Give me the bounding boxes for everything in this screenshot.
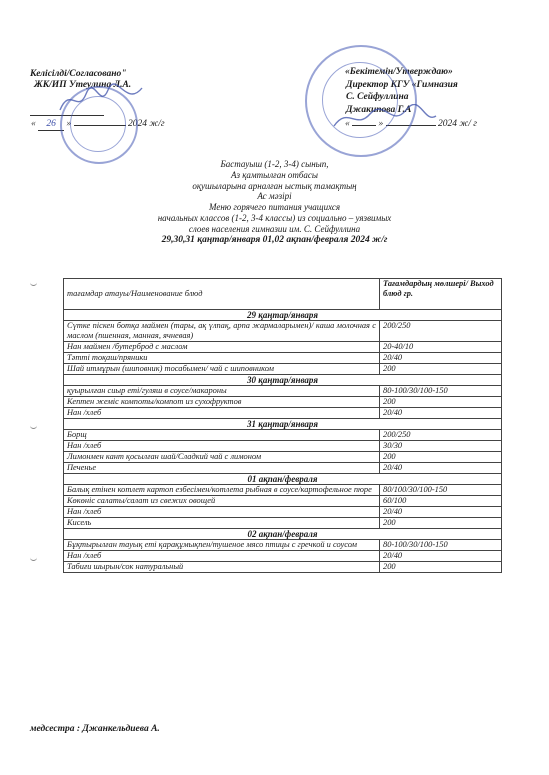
dish-output: 200/250 bbox=[380, 321, 502, 342]
title-line: начальных классов (1-2, 3-4 классы) из социально – уязвимых bbox=[157, 212, 392, 223]
dish-name: Лимонмен кант қосылған шай/Сладкий чай с лимоном bbox=[64, 452, 380, 463]
approval-right-line4: Джакипова Г.А bbox=[346, 105, 412, 115]
dish-name: Печенье bbox=[64, 463, 380, 474]
dish-output: 20-40/10 bbox=[380, 342, 502, 353]
dish-name: Нан маймен /бутерброд с маслом bbox=[64, 342, 380, 353]
dish-output: 80-100/30/100-150 bbox=[380, 540, 502, 551]
day-label: 31 қаңтар/января bbox=[64, 419, 502, 430]
dish-name: Көкөніс салаты/салат из свежих овощей bbox=[64, 496, 380, 507]
table-row bbox=[64, 342, 502, 353]
approval-left-line1: Келісілді/Согласовано" bbox=[30, 69, 127, 79]
edge-mark bbox=[30, 424, 37, 429]
title-line: оқушыларына арналған ыстық тамақтың bbox=[192, 180, 357, 191]
day-label: 29 қаңтар/января bbox=[64, 310, 502, 321]
header-output: Тағамдардың мөлшері/ Выход блюд гр. bbox=[380, 279, 502, 310]
header-dish-name: тағамдар атауы/Наименование блюд bbox=[64, 279, 380, 310]
dish-output: 200 bbox=[380, 562, 502, 573]
day-section-row bbox=[64, 375, 502, 386]
dish-output: 80/100/30/100-150 bbox=[380, 485, 502, 496]
dish-output: 200 bbox=[380, 397, 502, 408]
signature-right bbox=[330, 104, 440, 134]
signature-left bbox=[56, 80, 146, 120]
dish-output: 200 bbox=[380, 452, 502, 463]
title-dates: 29,30,31 қаңтар/января 01,02 ақпан/февраля 2024 ж/г bbox=[161, 234, 388, 245]
table-row bbox=[64, 386, 502, 397]
table-row bbox=[64, 562, 502, 573]
approval-right-line2: Директор КГУ «Гимназия bbox=[346, 80, 458, 90]
approval-left-date: « 26 » 2024 ж/г bbox=[31, 119, 165, 129]
table-row bbox=[64, 485, 502, 496]
dish-name: Нан /хлеб bbox=[64, 507, 380, 518]
menu-title bbox=[0, 159, 549, 245]
day-label: 30 қаңтар/января bbox=[64, 375, 502, 386]
table-row bbox=[64, 551, 502, 562]
title-line: Ас мәзірі bbox=[257, 191, 292, 202]
dish-output: 60/100 bbox=[380, 496, 502, 507]
table-row bbox=[64, 364, 502, 375]
day-section-row bbox=[64, 474, 502, 485]
dish-output: 30/30 bbox=[380, 441, 502, 452]
table-header-row bbox=[64, 279, 502, 310]
nurse-signature: медсестра : Джанкельдиева А. bbox=[30, 724, 160, 734]
dish-output: 80-100/30/100-150 bbox=[380, 386, 502, 397]
dish-output: 200 bbox=[380, 518, 502, 529]
edge-mark bbox=[30, 556, 37, 561]
dish-name: Нан /хлеб bbox=[64, 441, 380, 452]
dish-name: Тәтті тоқаш/пряники bbox=[64, 353, 380, 364]
title-line: слоев населения гимназии им. С. Сейфуллина bbox=[188, 223, 361, 234]
table-row bbox=[64, 441, 502, 452]
table-row bbox=[64, 518, 502, 529]
dish-output: 20/40 bbox=[380, 507, 502, 518]
dish-output: 20/40 bbox=[380, 408, 502, 419]
title-line: Бастауыш (1-2, 3-4) сынып, bbox=[220, 159, 329, 169]
approval-right-line3: С. Сейфуллина bbox=[346, 92, 409, 102]
dish-output: 20/40 bbox=[380, 463, 502, 474]
table-row bbox=[64, 397, 502, 408]
day-label: 02 ақпан/февраля bbox=[64, 529, 502, 540]
table-row bbox=[64, 463, 502, 474]
dish-name: Кептен жеміс компоты/компот из сухофруктов bbox=[64, 397, 380, 408]
table-row bbox=[64, 321, 502, 342]
table-row bbox=[64, 540, 502, 551]
approval-left-line2: ЖК/ИП Утеулина Л.А. bbox=[34, 80, 132, 90]
approval-right-line1: «Бекітемін/Утверждаю» bbox=[345, 67, 453, 77]
day-label: 01 ақпан/февраля bbox=[64, 474, 502, 485]
day-section-row bbox=[64, 529, 502, 540]
dish-name: Сүтке піскен ботқа маймен (тары, ақ үлпақ, арпа жармаларымен)/ каша молочная с маслом (пшенная, манная, ячневая) bbox=[64, 321, 380, 342]
edge-mark bbox=[30, 281, 37, 286]
dish-name: Балық етінен котлет картоп езбесімен/котлета рыбная в соусе/картофельное пюре bbox=[64, 485, 380, 496]
dish-output: 200/250 bbox=[380, 430, 502, 441]
title-line: Меню горячего питания учащихся bbox=[208, 202, 341, 213]
approval-right-date: « » 2024 ж/ г bbox=[345, 119, 477, 129]
table-row bbox=[64, 353, 502, 364]
title-line: Аз қамтылған отбасы bbox=[230, 169, 319, 180]
dish-name: Борщ bbox=[64, 430, 380, 441]
menu-table bbox=[63, 278, 502, 573]
dish-name: Нан /хлеб bbox=[64, 408, 380, 419]
day-section-row bbox=[64, 419, 502, 430]
dish-name: Бұқтырылған тауық еті қарақұмықпен/тушеное мясо птицы с гречкой и соусом bbox=[64, 540, 380, 551]
approval-left-day: 26 bbox=[38, 119, 64, 131]
table-row bbox=[64, 507, 502, 518]
dish-name: Шай итмұрын (шиповник) тосабымен/ чай с шиповником bbox=[64, 364, 380, 375]
dish-name: Табиғи шырын/сок натуральный bbox=[64, 562, 380, 573]
dish-output: 20/40 bbox=[380, 353, 502, 364]
table-row bbox=[64, 408, 502, 419]
dish-name: қуырылған сиыр еті/гуляш в соусе/макароны bbox=[64, 386, 380, 397]
dish-output: 20/40 bbox=[380, 551, 502, 562]
dish-output: 200 bbox=[380, 364, 502, 375]
table-row bbox=[64, 430, 502, 441]
dish-name: Нан /хлеб bbox=[64, 551, 380, 562]
day-section-row bbox=[64, 310, 502, 321]
table-row bbox=[64, 496, 502, 507]
table-row bbox=[64, 452, 502, 463]
dish-name: Кисель bbox=[64, 518, 380, 529]
